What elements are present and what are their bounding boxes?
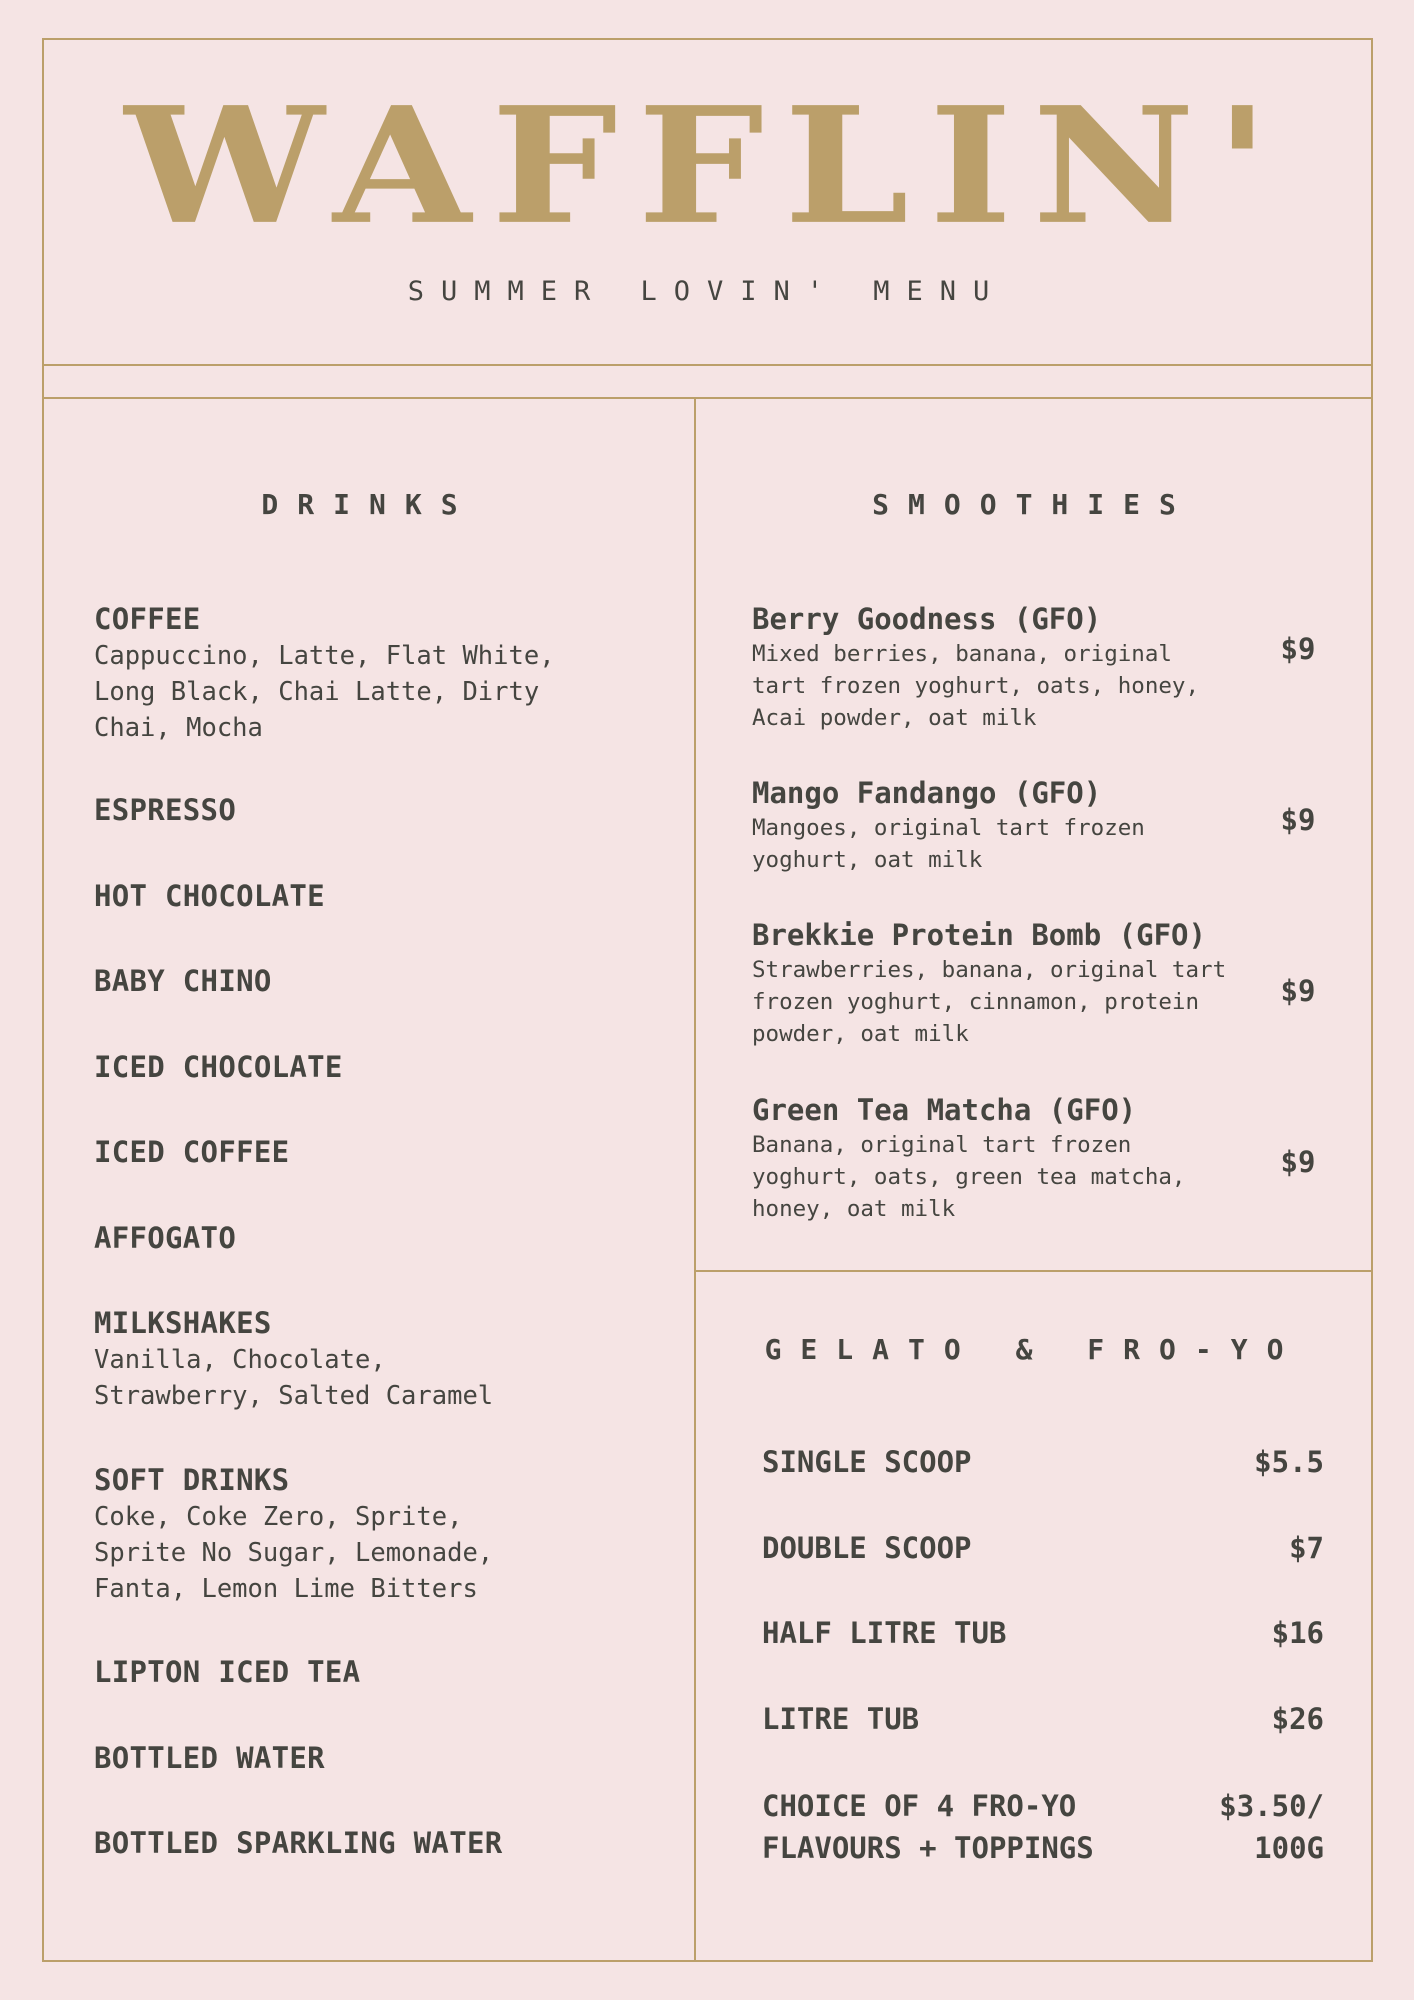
smoothies-heading: SMOOTHIES	[872, 488, 1195, 521]
smoothie-description: Banana, original tart frozen yoghurt, oats, green tea matcha, honey, oat milk	[752, 1132, 1186, 1222]
header-divider-upper	[42, 364, 1373, 366]
drink-name: ICED COFFEE	[94, 1135, 290, 1169]
smoothie-name: Mango Fandango (GFO)	[752, 776, 1102, 810]
drinks-heading: DRINKS	[261, 488, 477, 521]
gelato-item-single-scoop	[762, 1441, 1324, 1483]
drink-name: ESPRESSO	[94, 793, 237, 827]
drink-name: SOFT DRINKS	[94, 1463, 290, 1497]
frame-border-top	[42, 38, 1373, 40]
drink-item-iced-coffee	[94, 1133, 654, 1171]
drink-item-bottled-sparkling-water	[94, 1824, 654, 1862]
smoothie-description: Mixed berries, banana, original tart frozen yoghurt, oats, honey, Acai powder, oat milk	[752, 641, 1200, 731]
smoothie-name: Berry Goodness (GFO)	[752, 602, 1102, 636]
drink-item-bottled-water	[94, 1739, 654, 1777]
drink-item-coffee	[94, 600, 654, 746]
drink-description: Coke, Coke Zero, Sprite, Sprite No Sugar, Lemonade, Fanta, Lemon Lime Bitters	[94, 1502, 494, 1604]
gelato-price: $3.50/ 100G	[1219, 1789, 1324, 1865]
smoothie-description: Mangoes, original tart frozen yoghurt, oat milk	[752, 815, 1145, 873]
gelato-name: DOUBLE SCOOP	[762, 1531, 972, 1565]
smoothie-price: $9	[1280, 974, 1316, 1008]
smoothies-gelato-divider	[694, 1270, 1373, 1272]
gelato-price: $7	[1289, 1531, 1324, 1565]
smoothie-item-brekkie-protein-bomb	[752, 916, 1322, 1050]
gelato-item-fro-yo-choice	[762, 1785, 1324, 1869]
smoothie-price: $9	[1280, 632, 1316, 666]
smoothie-price: $9	[1280, 1145, 1316, 1179]
smoothie-description: Strawberries, banana, original tart frozen yoghurt, cinnamon, protein powder, oat milk	[752, 957, 1227, 1047]
drink-item-milkshakes	[94, 1304, 654, 1414]
drink-description: Cappuccino, Latte, Flat White, Long Black, Chai Latte, Dirty Chai, Mocha	[94, 641, 555, 743]
drink-name: AFFOGATO	[94, 1221, 237, 1255]
smoothie-item-green-tea-matcha	[752, 1091, 1322, 1225]
drink-name: BOTTLED SPARKLING WATER	[94, 1826, 503, 1860]
gelato-name: LITRE TUB	[762, 1702, 920, 1736]
smoothie-item-mango-fandango	[752, 774, 1322, 876]
drink-item-espresso	[94, 791, 654, 829]
smoothie-name: Brekkie Protein Bomb (GFO)	[752, 918, 1206, 952]
brand-logo: WAFFLIN'	[124, 71, 1290, 260]
gelato-item-half-litre-tub	[762, 1612, 1324, 1654]
frame-border-right	[1371, 38, 1373, 1962]
drink-name: BOTTLED WATER	[94, 1741, 325, 1775]
frame-border-left	[42, 38, 44, 1962]
gelato-item-litre-tub	[762, 1698, 1324, 1740]
drink-description: Vanilla, Chocolate, Strawberry, Salted Caramel	[94, 1345, 494, 1411]
drink-item-hot-chocolate	[94, 877, 654, 915]
smoothie-price: $9	[1280, 803, 1316, 837]
gelato-name: CHOICE OF 4 FRO-YO FLAVOURS + TOPPINGS	[762, 1789, 1094, 1865]
gelato-heading: GELATO & FRO-YO	[764, 1333, 1303, 1366]
drink-name: COFFEE	[94, 602, 201, 636]
smoothie-name: Green Tea Matcha (GFO)	[752, 1093, 1137, 1127]
column-divider	[694, 397, 696, 1962]
smoothie-item-berry-goodness	[752, 600, 1322, 734]
drink-name: MILKSHAKES	[94, 1306, 272, 1340]
gelato-price: $5.5	[1254, 1445, 1324, 1479]
drink-item-iced-chocolate	[94, 1048, 654, 1086]
gelato-price: $16	[1271, 1616, 1324, 1650]
menu-tagline: SUMMER LOVIN' MENU	[407, 276, 1007, 307]
frame-border-bottom	[42, 1960, 1373, 1962]
drink-item-baby-chino	[94, 962, 654, 1000]
gelato-price: $26	[1271, 1702, 1324, 1736]
drink-item-soft-drinks	[94, 1461, 654, 1607]
gelato-name: HALF LITRE TUB	[762, 1616, 1007, 1650]
gelato-item-double-scoop	[762, 1527, 1324, 1569]
drink-name: HOT CHOCOLATE	[94, 879, 325, 913]
drink-name: ICED CHOCOLATE	[94, 1050, 343, 1084]
header-divider-lower	[42, 397, 1373, 399]
drink-item-lipton-iced-tea	[94, 1653, 654, 1691]
drink-item-affogato	[94, 1219, 654, 1257]
gelato-name: SINGLE SCOOP	[762, 1445, 972, 1479]
drink-name: BABY CHINO	[94, 964, 272, 998]
drink-name: LIPTON ICED TEA	[94, 1655, 361, 1689]
